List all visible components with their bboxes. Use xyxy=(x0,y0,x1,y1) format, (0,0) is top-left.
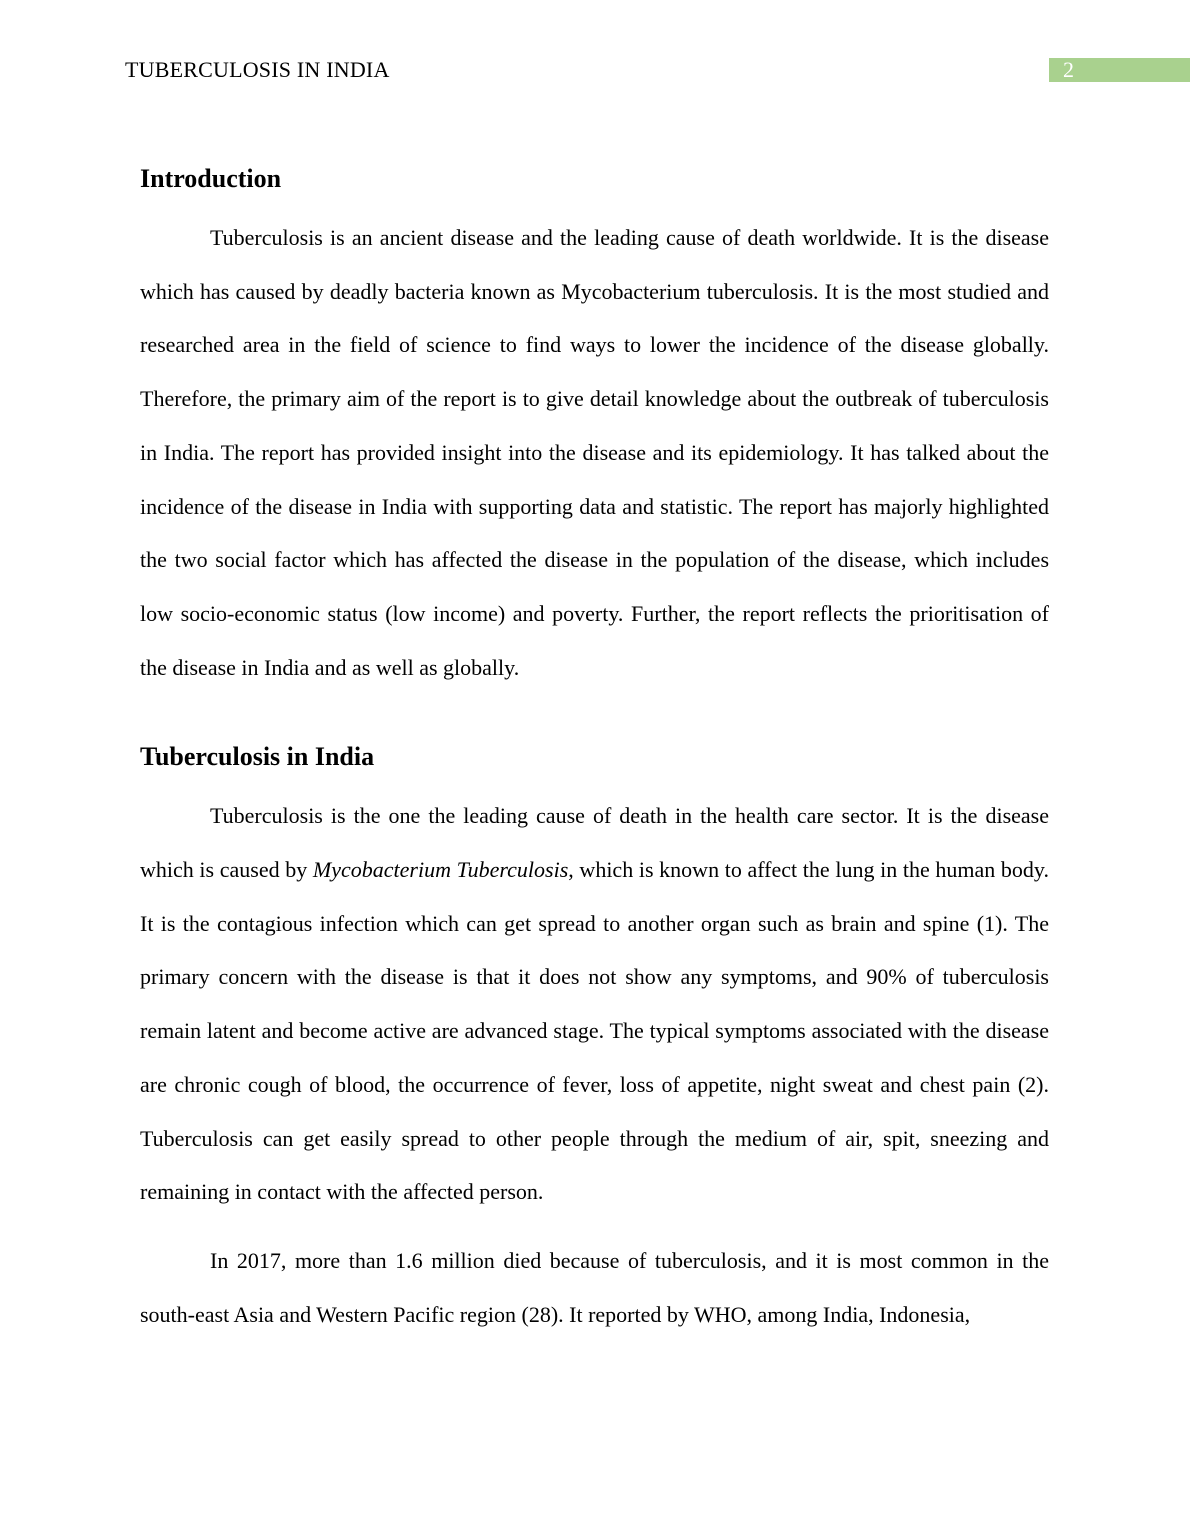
paragraph-text: Tuberculosis is the one the leading cause of death in the health care sector. It is the disease which is caused by xyxy=(140,803,1049,883)
italic-species-name: Mycobacterium Tuberculosis xyxy=(312,857,569,883)
paragraph-text: , which is known to affect the lung in the human body. It is the contagious infection which can get spread to another organ such as brain and spine (1). The primary concern with the disease is that it does not show any symptoms, and 90% of tuberculosis remain latent and become active are advanced stage. The typical symptoms associated with the disease are chronic cough of blood, the occurrence of fever, loss of appetite, night sweat and chest pain (2). Tuberculosis can get easily spread to other people through the medium of air, spit, sneezing and remaining in contact with the affected person. xyxy=(140,857,1050,1205)
page-number: 2 xyxy=(1063,57,1074,82)
running-header-title: TUBERCULOSIS IN INDIA xyxy=(125,57,390,82)
document-body xyxy=(140,160,1049,1341)
paragraph-introduction: Tuberculosis is an ancient disease and the leading cause of death worldwide. It is the disease which has caused by deadly bacteria known as Mycobacterium tuberculosis. It is the most studied and researched area in the field of science to find ways to lower the incidence of the disease globally. Therefore, the primary aim of the report is to give detail knowledge about the outbreak of tuberculosis in India. The report has provided insight into the disease and its epidemiology. It has talked about the incidence of the disease in India with supporting data and statistic. The report has majorly highlighted the two social factor which has affected the disease in the population of the disease, which includes low socio-economic status (low income) and poverty. Further, the report reflects the prioritisation of the disease in India and as well as globally. xyxy=(140,225,1049,680)
paragraph-tb-india-1 xyxy=(140,789,1049,1219)
section-heading-introduction: Introduction xyxy=(140,164,282,193)
section-heading-tuberculosis-in-india: Tuberculosis in India xyxy=(140,742,375,772)
paragraph-tb-india-2: In 2017, more than 1.6 million died because of tuberculosis, and it is most common in the south-east Asia and Western Pacific region (28). It reported by WHO, among India, Indonesia, xyxy=(140,1247,1049,1327)
page-number-bar xyxy=(1049,58,1190,82)
